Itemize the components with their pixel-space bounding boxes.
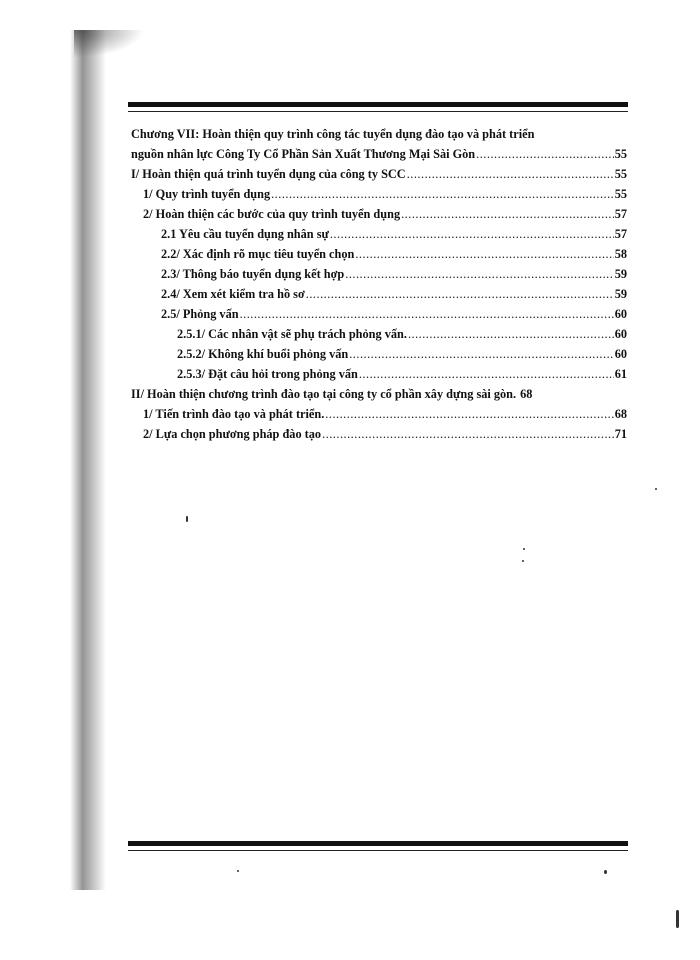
dot-leader xyxy=(407,164,614,184)
toc-label: 2.2/ Xác định rõ mục tiêu tuyển chọn xyxy=(161,247,355,261)
dot-leader xyxy=(330,224,614,244)
scan-speck xyxy=(604,870,607,874)
page-number: 59 xyxy=(614,267,627,281)
page-number: 57 xyxy=(614,207,627,221)
scan-shadow-edge xyxy=(70,30,106,890)
page-number: 55 xyxy=(614,187,627,201)
toc-label: 1/ Quy trình tuyển dụng xyxy=(143,187,271,201)
dot-leader xyxy=(306,284,614,304)
dot-leader xyxy=(345,264,613,284)
toc-label: 2.5.1/ Các nhân vật sẽ phụ trách phỏng vấn. xyxy=(177,327,407,341)
scan-speck xyxy=(522,560,524,562)
table-of-contents xyxy=(131,124,627,444)
page-number: 61 xyxy=(614,367,627,381)
bottom-rule-thin xyxy=(128,850,628,851)
toc-label: 2.3/ Thông báo tuyển dụng kết hợp xyxy=(161,267,345,281)
dot-leader xyxy=(408,324,614,344)
toc-label: 2.5/ Phỏng vấn xyxy=(161,307,239,321)
toc-label: 2.1 Yêu cầu tuyển dụng nhân sự xyxy=(161,227,329,241)
page-number: 60 xyxy=(614,307,627,321)
dot-leader xyxy=(476,144,614,164)
toc-entry-section-2 xyxy=(131,384,627,404)
page-number: 59 xyxy=(614,287,627,301)
dot-leader xyxy=(240,304,614,324)
toc-label: II/ Hoàn thiện chương trình đào tạo tại công ty cổ phần xây dựng sài gòn. xyxy=(131,387,517,401)
toc-entry xyxy=(131,264,627,284)
bottom-rule-thick xyxy=(128,841,628,846)
page-number: 57 xyxy=(614,227,627,241)
toc-label: 2.4/ Xem xét kiểm tra hồ sơ xyxy=(161,287,305,301)
scan-shadow-corner xyxy=(74,30,144,58)
dot-leader xyxy=(355,244,613,264)
page-number: 71 xyxy=(614,427,627,441)
toc-entry xyxy=(131,344,627,364)
page-number: 55 xyxy=(614,167,627,181)
toc-entry-section-1 xyxy=(131,164,627,184)
toc-entry xyxy=(131,224,627,244)
toc-entry xyxy=(131,284,627,304)
page-number: 68 xyxy=(520,387,533,401)
toc-entry xyxy=(131,424,627,444)
scan-speck xyxy=(655,488,657,490)
chapter-heading-line2: nguồn nhân lực Công Ty Cổ Phần Sản Xuất Thương Mại Sài Gòn xyxy=(131,147,476,161)
page-number: 60 xyxy=(614,327,627,341)
top-rule-thick xyxy=(128,102,628,107)
toc-entry xyxy=(131,204,627,224)
toc-label: 2/ Lựa chọn phương pháp đào tạo xyxy=(143,427,322,441)
toc-label: 2.5.3/ Đặt câu hỏi trong phỏng vấn xyxy=(177,367,358,381)
scan-speck xyxy=(523,548,525,550)
toc-entry xyxy=(131,244,627,264)
toc-label: I/ Hoàn thiện quá trình tuyển dụng của công ty SCC xyxy=(131,167,406,181)
dot-leader xyxy=(322,424,614,444)
toc-label: 1/ Tiến trình đào tạo và phát triển. xyxy=(143,407,325,421)
dot-leader xyxy=(349,344,613,364)
toc-label: 2/ Hoàn thiện các bước của quy trình tuyển dụng xyxy=(143,207,401,221)
toc-entry xyxy=(131,304,627,324)
dot-leader xyxy=(401,204,614,224)
toc-label: 2.5.2/ Không khí buổi phỏng vấn xyxy=(177,347,349,361)
chapter-heading-line1: Chương VII: Hoàn thiện quy trình công tác tuyển dụng đào tạo và phát triển xyxy=(131,127,535,141)
dot-leader xyxy=(325,404,613,424)
chapter-heading-entry xyxy=(131,144,627,164)
dot-leader xyxy=(359,364,614,384)
scan-speck xyxy=(186,516,188,522)
toc-entry xyxy=(131,364,627,384)
page-number: 55 xyxy=(614,147,627,161)
toc-entry xyxy=(131,184,627,204)
page-number: 68 xyxy=(614,407,627,421)
scan-speck xyxy=(237,870,239,872)
scan-speck xyxy=(676,910,679,928)
top-rule-thin xyxy=(128,111,628,112)
toc-entry xyxy=(131,404,627,424)
toc-entry xyxy=(131,324,627,344)
page-number: 58 xyxy=(614,247,627,261)
page-number: 60 xyxy=(614,347,627,361)
dot-leader xyxy=(271,184,614,204)
